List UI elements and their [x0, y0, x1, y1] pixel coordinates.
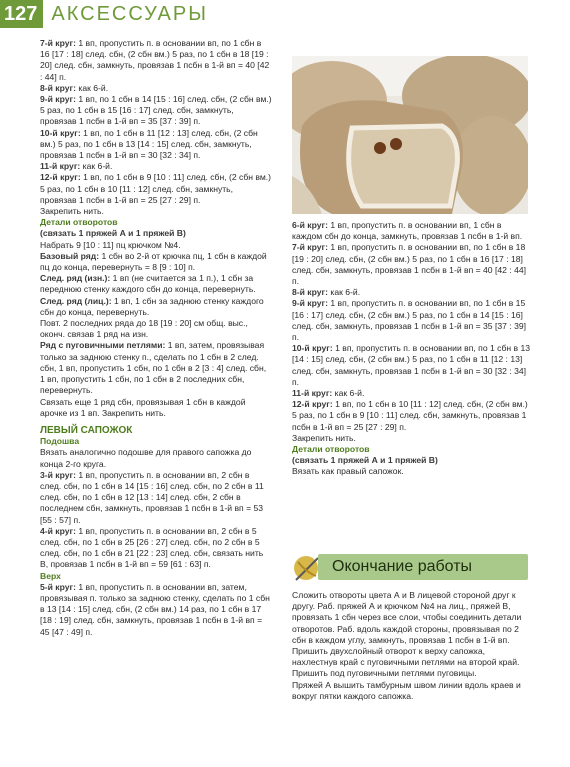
instruction-row [40, 251, 272, 273]
row-text: 1 вп, пропустить п. в основании вп, по 1 сбн в 16 [17 : 18] след. сбн, (2 сбн вм.) 5 раз, по 1 сбн в 18 [19 : 20] след. сбн, замкнуть, провязав 1 псбн в 1-й вп = 40 [42 : 44] п. [40, 38, 270, 82]
top-heading: Верх [40, 570, 61, 581]
row-text: 1 вп, пропустить п. в основании вп, 1 сбн в каждом сбн до конца, замкнуть, провязав 1 псбн в 1-й вп. [292, 220, 523, 242]
button-icon [390, 138, 402, 150]
instruction-row [292, 287, 532, 298]
instruction-row [40, 161, 272, 172]
row-text: 1 вп, по 1 сбн в 11 [12 : 13] след. сбн, (2 сбн вм.) 5 раз, по 1 сбн в 13 [14 : 15] след. сбн, замкнуть, провязав 1 псбн в 1-й вп = 30 [32 : 34] п. [40, 127, 258, 161]
row-label: 7-й круг: [292, 242, 328, 253]
finishing-banner [292, 552, 528, 584]
left-boot-heading: ЛЕВЫЙ САПОЖОК [40, 424, 133, 436]
instruction-row [40, 526, 272, 571]
row-label: 3-й круг: [40, 469, 76, 480]
row-text: Закрепить нить. [40, 206, 104, 217]
row-text: как 6-й. [75, 82, 109, 93]
finishing-text [292, 590, 530, 702]
instruction-row [40, 38, 272, 83]
row-text: 1 вп, затем, провязывая только за заднюю стенку п., сделать по 1 сбн в 2 след. сбн, 1 вп, пропустить 1 сбн, по 1 сбн в 2 [3 : 4] след. сбн, 1 вп, пропустить 1 сбн, по 1 сбн в 2 последних сбн, перевернуть. [40, 340, 267, 396]
cuffs-heading: Детали отворотов [40, 217, 118, 228]
instruction-row [40, 172, 272, 206]
row-text: 1 сбн во 2-й от крючка пц, 1 сбн в каждой пц до конца, перевернуть = 8 [9 : 10] п. [40, 250, 267, 273]
instruction-row [292, 399, 532, 433]
right-rows [292, 220, 532, 444]
row-text: 1 вп (не считается за 1 п.), 1 сбн за переднюю стенку каждого сбн до конца, перевернуть. [40, 273, 256, 295]
left-rows [40, 38, 272, 217]
button-icon [374, 142, 386, 154]
row-label: 7-й круг: [40, 38, 76, 48]
row-text: Связать еще 1 ряд сбн, провязывая 1 сбн в каждой арочке из 1 вп. Закрепить нить. [40, 396, 246, 418]
finishing-paragraph: Пряжей А вышить тамбурным швом линии вдоль краев и вокруг пятки каждого сапожка. [292, 679, 521, 701]
row-text: Закрепить нить. [292, 432, 356, 443]
instruction-row [292, 220, 532, 242]
sole-intro: Вязать аналогично подошве для правого сапожка до конца 2-го круга. [40, 447, 252, 469]
row-label: След. ряд (изн.): [40, 273, 111, 284]
row-label: 12-й круг: [40, 172, 81, 183]
finishing-paragraph: Пришить двухслойный отворот к верху сапожка, нахлестнув край с пуговичными петлями на второй край. Пришить под пуговичными петлями пуговицы. [292, 646, 520, 679]
cuffs-rows [40, 251, 272, 419]
row-label: 11-й круг: [40, 161, 81, 172]
row-label: 9-й круг: [292, 298, 328, 309]
instruction-row [40, 397, 272, 419]
row-text: 1 вп, по 1 сбн в 14 [15 : 16] след. сбн, (2 сбн вм.) 5 раз, по 1 сбн в 15 [16 : 17] след. сбн, замкнуть, провязав 1 псбн в 1-й вп = 35 [37 : 39] п. [40, 94, 272, 127]
instruction-row [40, 470, 272, 526]
cuffs-subheading: (связать 1 пряжей А и 1 пряжей В) [40, 228, 186, 239]
row-label: 5-й круг: [40, 581, 76, 592]
top-rows [40, 582, 272, 638]
slipper-illustration [292, 56, 528, 214]
row-label: Базовый ряд: [40, 250, 100, 261]
right-cuffs-subheading: (связать 1 пряжей А и 1 пряжей В) [292, 455, 438, 466]
row-text: 1 вп, пропустить п. в основании вп, по 1 сбн в 18 [19 : 20] след. сбн, (2 сбн вм.) 5 раз, по 1 сбн в 16 [17 : 18] след. сбн, замкнуть, провязав 1 псбн в 1-й вп = 40 [42 : 44] п. [292, 242, 527, 287]
instruction-row [40, 582, 272, 638]
instruction-row [40, 273, 272, 295]
page-header [0, 0, 208, 28]
left-column [40, 38, 272, 638]
row-text: как 6-й. [80, 161, 113, 172]
row-label: 10-й круг: [292, 343, 333, 354]
row-label: 9-й круг: [40, 94, 76, 105]
row-label: 6-й круг: [292, 220, 328, 230]
instruction-row [40, 296, 272, 318]
row-label: 8-й круг: [40, 82, 76, 93]
instruction-row [292, 433, 532, 444]
row-text: 1 вп, пропустить п. в основании вп, по 1 сбн в 13 [14 : 15] след. сбн, (2 сбн вм.) 5 раз, по 1 сбн в 11 [12 : 13] след. сбн, замкнуть, провязав 1 псбн в 1-й вп = 30 [32 : 34] п. [292, 343, 531, 387]
row-text: 1 вп, пропустить п. в основании вп, 2 сбн в след. сбн, по 1 сбн в 14 [15 : 16] след. сбн, по 2 сбн в 11 след. сбн, по 1 сбн в 12 [13 : 14] след. сбн, 2 сбн в последнем сбн, замкнуть, провязав 1 псбн в 1-й вп = 53 [55 : 57] п. [40, 469, 264, 525]
right-column [292, 220, 532, 478]
instruction-row [40, 318, 272, 340]
cuffs-intro: Набрать 9 [10 : 11] пц крючком №4. [40, 239, 181, 250]
finishing-paragraph: Сложить отвороты цвета А и В лицевой стороной друг к другу. Раб. пряжей А и крючком №4 на лиц., пряжей В, провязать 1 сбн через все слои, чтобы соединить детали отворотов. Раб. вдоль каждой стороны, провязывая по 2 сбн в каждом углу, замкнуть, провязав 1 псбн в 1-й вп. [292, 590, 522, 645]
instruction-row [292, 298, 532, 343]
row-label: 10-й круг: [40, 127, 81, 138]
right-cuffs-text: Вязать как правый сапожок. [292, 466, 404, 477]
row-text: 1 вп, пропустить п. в основании вп, 2 сбн в 5 след. сбн, по 1 сбн в 25 [26 : 27] след. сбн, по 2 сбн в 5 след. сбн, по 1 сбн в 21 [22 : 23] след. сбн, связать нить B, провязав 1 псбн в 1-й вп = 59 [61 : 63] п. [40, 525, 264, 570]
instruction-row [40, 340, 272, 396]
sole-rows [40, 470, 272, 571]
finishing-title: Окончание работы [332, 558, 473, 575]
instruction-row [40, 206, 272, 217]
row-label: 12-й круг: [292, 399, 333, 410]
row-label: 11-й круг: [292, 388, 333, 399]
instruction-row [40, 128, 272, 162]
row-label: 4-й круг: [40, 525, 76, 536]
row-label: След. ряд (лиц.): [40, 295, 112, 306]
instruction-row [40, 94, 272, 128]
sole-heading: Подошва [40, 436, 80, 447]
page-number: 127 [0, 0, 43, 28]
right-cuffs-heading: Детали отворотов [292, 444, 370, 455]
row-text: 1 вп, пропустить п. в основании вп, затем, провязывая п. только за заднюю стенку, сделать по 1 сбн в 13 [14 : 15] след. сбн, (2 сбн вм.) 14 раз, по 1 сбн в 17 [18 : 19] след. сбн, замкнуть, провязав 1 псбн в 1-й вп = 45 [47 : 49] п. [40, 581, 270, 637]
section-title: АКСЕССУАРЫ [51, 2, 208, 25]
row-text: 1 вп, по 1 сбн в 10 [11 : 12] след. сбн, (2 сбн вм.) 5 раз, по 1 сбн в 9 [10 : 11] след. сбн, замкнуть, провязав 1 псбн в 1-й вп = 25 [27 : 29] п. [292, 399, 528, 432]
instruction-row [292, 388, 532, 399]
instruction-row [292, 343, 532, 388]
row-text: 1 вп, по 1 сбн в 9 [10 : 11] след. сбн, (2 сбн вм.) 5 раз, по 1 сбн в 10 [11 : 12] след. сбн, замкнуть, провязав 1 псбн в 1-й вп = 25 [27 : 29] п. [40, 172, 272, 205]
row-label: Ряд с пуговичными петлями: [40, 340, 166, 351]
instruction-row [292, 242, 532, 287]
slipper-photo [292, 56, 528, 214]
row-text: как 6-й. [327, 287, 361, 298]
instruction-row [40, 83, 272, 94]
row-text: Повт. 2 последних ряда до 18 [19 : 20] см общ. выс., оконч. связав 1 ряд на изн. [40, 318, 248, 340]
row-label: 8-й круг: [292, 287, 328, 298]
row-text: 1 вп, 1 сбн за заднюю стенку каждого сбн до конца, перевернуть. [40, 295, 264, 317]
row-text: как 6-й. [332, 388, 365, 399]
row-text: 1 вп, пропустить п. в основании вп, по 1 сбн в 15 [16 : 17] след. сбн, (2 сбн вм.) 5 раз, по 1 сбн в 14 [15 : 16] след. сбн, замкнуть, провязав 1 псбн в 1-й вп = 35 [37 : 39] п. [292, 298, 527, 343]
